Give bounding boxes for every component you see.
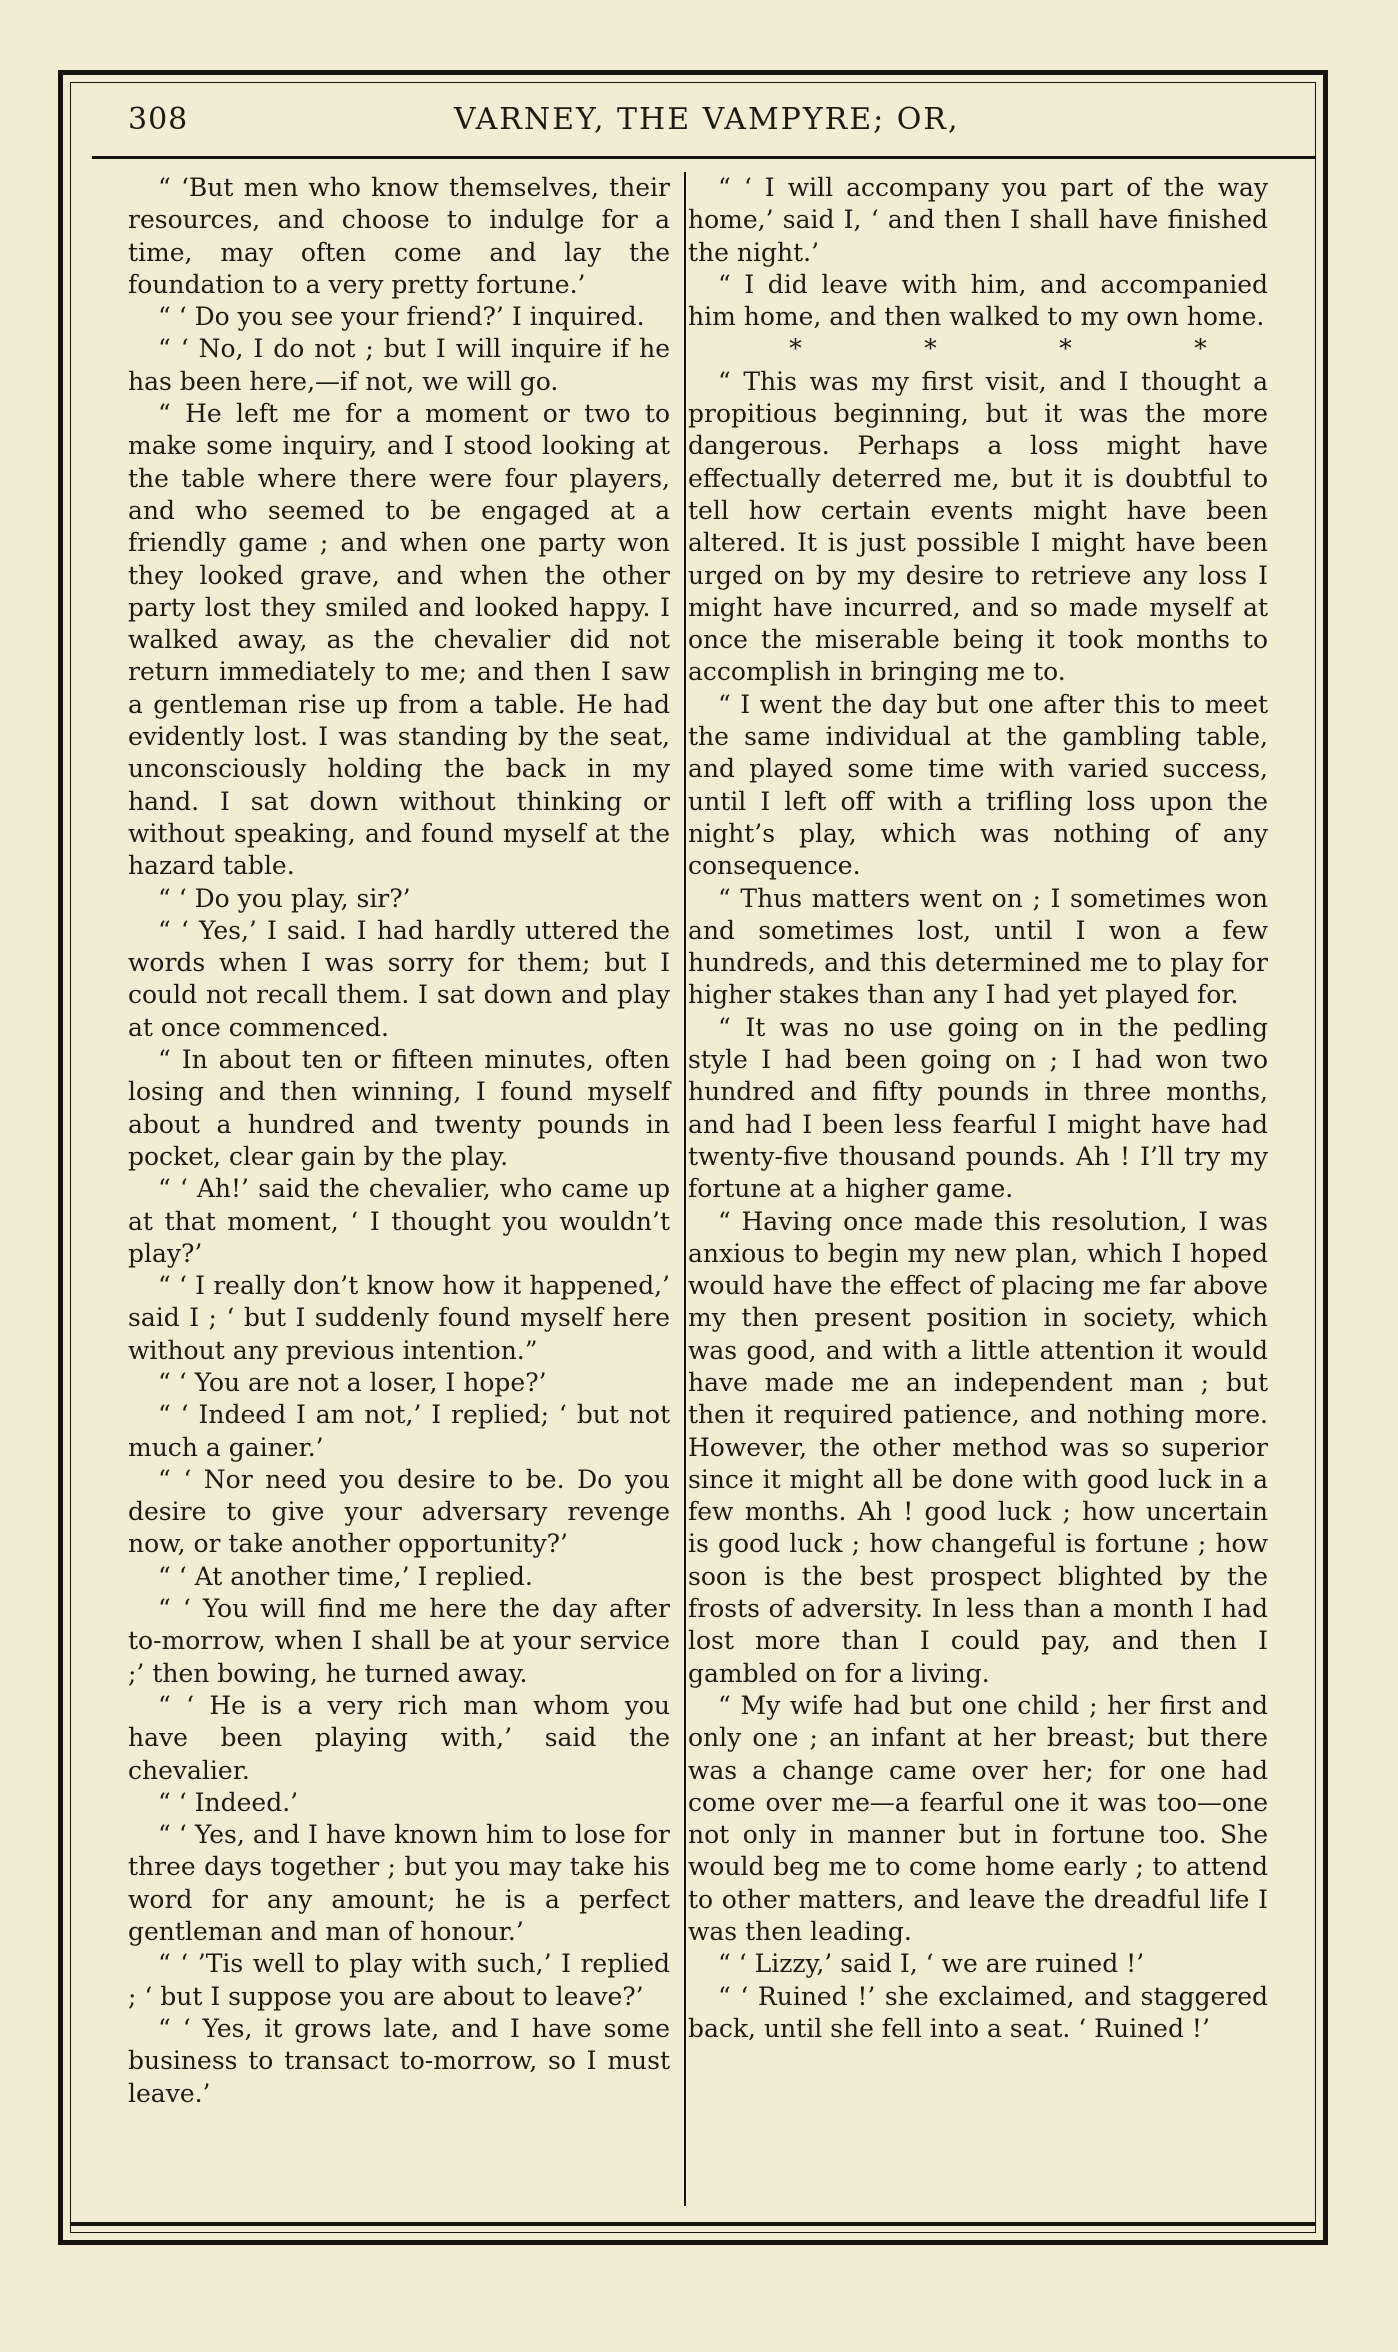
section-break-star: *: [1194, 334, 1207, 364]
paragraph: “ ‘ Yes, it grows late, and I have some business to transact to-morrow, so I must leave.’: [128, 2013, 670, 2108]
paragraph: “ ‘ Lizzy,’ said I, ‘ we are ruined !’: [718, 1949, 1145, 1979]
paragraph: “ ‘ Nor need you desire to be. Do you desire to give your adversary revenge now, or take another opportunity?’: [128, 1464, 670, 1559]
section-break-star: *: [1059, 334, 1072, 364]
paragraph: “ ‘ Do you see your friend?’ I inquired.: [158, 302, 645, 332]
paragraph: “ It was no use going on in the pedling style I had been going on ; I had won two hundred and fifty pounds in three months, and had I been less fearful I might have had twenty-five thousand pounds. Ah ! I’ll try my fortune at a higher game.: [688, 1012, 1268, 1204]
paragraph: “ I did leave with him, and accompanied him home, and then walked to my own home.: [688, 269, 1268, 332]
paragraph: “ This was my first visit, and I thought a propitious beginning, but it was the more dangerous. Perhaps a loss might have effectually deterred me, but it is doubtful to tell how certain events might have been altered. It is just possible I might have been urged on by my desire to retrieve any loss I might have incurred, and so made myself at once the miserable being it took months to accomplish in bringing me to.: [688, 366, 1268, 687]
running-title: VARNEY, THE VAMPYRE; OR,: [454, 102, 960, 137]
page-number: 308: [128, 102, 189, 137]
header-rule: [92, 156, 1316, 159]
paragraph: “ ‘ I will accompany you part of the way home,’ said I, ‘ and then I shall have finished the night.’: [688, 173, 1268, 267]
paragraph: “ In about ten or fifteen minutes, often losing and then winning, I found myself about a hundred and twenty pounds in pocket, clear gain by the play.: [128, 1045, 670, 1171]
paragraph: “ ‘ You are not a loser, I hope?’: [158, 1367, 547, 1397]
paragraph: “ Thus matters went on ; I sometimes won and sometimes lost, until I won a few hundreds, and this determined me to play for higher stakes than any I had yet played for.: [688, 883, 1268, 1010]
paragraph: “ ‘ Indeed I am not,’ I replied; ‘ but not much a gainer.’: [128, 1400, 670, 1462]
section-break: [688, 333, 1268, 365]
paragraph: “ ‘ You will find me here the day after to-morrow, when I shall be at your service ;’ then bowing, he turned away.: [128, 1594, 670, 1688]
paragraph: “ Having once made this resolution, I was anxious to begin my new plan, which I hoped would have the effect of placing me far above my then present position in society, which was good, and with a little attention it would have made me an independent man ; but then it required patience, and nothing more. However, the other method was so superior since it might all be done with good luck in a few months. Ah ! good luck ; how uncertain is good luck ; how changeful is fortune ; how soon is the best prospect blighted by the frosts of adversity. In less than a month I had lost more than I could pay, and then I gambled on for a living.: [688, 1206, 1268, 1688]
paragraph: “ ‘ Indeed.’: [158, 1787, 299, 1817]
paragraph: “ I went the day but one after this to meet the same individual at the gambling table, and played some time with varied success, until I left off with a trifling loss upon the night’s play, which was nothing of any consequence.: [688, 689, 1268, 881]
column-divider: [684, 172, 686, 2206]
section-break-star: *: [924, 334, 937, 364]
paragraph: “ He left me for a moment or two to make some inquiry, and I stood looking at the table where there were four players, and who seemed to be engaged at a friendly game ; and when one party won they looked grave, and when the other party lost they smiled and looked happy. I walked away, as the chevalier did not return immediately to me; and then I saw a gentleman rise up from a table. He had evidently lost. I was standing by the seat, unconsciously holding the back in my hand. I sat down without thinking or without speaking, and found myself at the hazard table.: [128, 399, 670, 881]
paragraph: “ ‘ At another time,’ I replied.: [158, 1561, 533, 1591]
paragraph: “ ‘ Ah!’ said the chevalier, who came up at that moment, ‘ I thought you wouldn’t play?’: [128, 1174, 670, 1268]
paragraph: “ ‘ No, I do not ; but I will inquire if he has been here,—if not, we will go.: [128, 334, 670, 396]
page-header: [128, 96, 1278, 156]
paragraph: “ ‘ ’Tis well to play with such,’ I replied ; ‘ but I suppose you are about to leave?’: [128, 1949, 670, 2011]
paragraph: “ ‘ He is a very rich man whom you have been playing with,’ said the chevalier.: [128, 1690, 670, 1785]
section-break-star: *: [789, 334, 802, 364]
paragraph: “ ‘ Yes, and I have known him to lose for three days together ; but you may take his word for any amount; he is a perfect gentleman and man of honour.’: [128, 1820, 670, 1947]
paragraph: “ My wife had but one child ; her first and only one ; an infant at her breast; but there was a change came over her; for one had come over me—a fearful one it was too—one not only in manner but in fortune too. She would beg me to come home early ; to attend to other matters, and leave the dreadful life I was then leading.: [688, 1690, 1268, 1947]
right-column: [688, 172, 1268, 2045]
footer-rule: [70, 2222, 1316, 2226]
paragraph: “ ‘ I really don’t know how it happened,’ said I ; ‘ but I suddenly found myself here without any previous intention.”: [128, 1271, 670, 1365]
paragraph: “ ‘ Ruined !’ she exclaimed, and staggered back, until she fell into a seat. ‘ Ruined !’: [688, 1981, 1268, 2043]
paragraph: “ ‘ Yes,’ I said. I had hardly uttered the words when I was sorry for them; but I could not recall them. I sat down and play at once commenced.: [128, 915, 670, 1042]
left-column: [128, 172, 670, 2110]
paragraph: “ ‘But men who know themselves, their resources, and choose to indulge for a time, may often come and lay the foundation to a very pretty fortune.’: [128, 173, 670, 299]
paragraph: “ ‘ Do you play, sir?’: [158, 883, 411, 913]
